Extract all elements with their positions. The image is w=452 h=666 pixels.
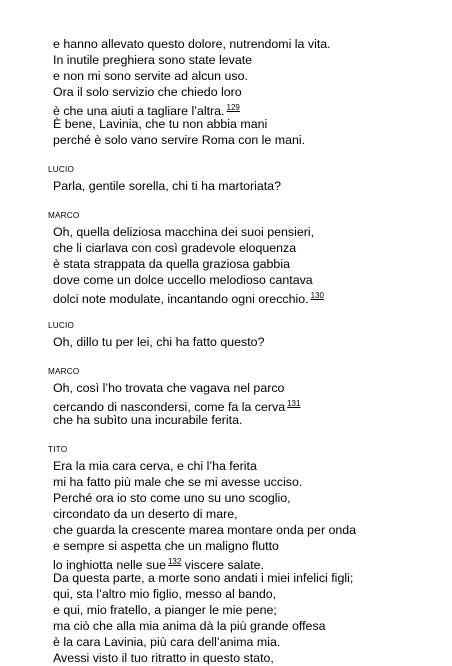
verse-line [53,52,252,68]
verse-text: Perché ora io sto come uno su uno scoglio, [53,491,291,505]
verse-text: che guarda la crescente marea montare onda per onda [53,523,357,537]
verse-line [53,538,279,554]
verse-text: mi ha fatto più male che se mi avesse ucciso. [53,475,303,489]
speaker-name: LUCIO [48,165,75,174]
verse-line [53,380,284,396]
verse-line [53,490,291,506]
verse-text: Oh, dillo tu per lei, chi ha fatto questo? [53,335,265,349]
verse-text-continued: viscere salate. [181,558,264,572]
verse-line [53,506,238,522]
verse-text: Oh, quella deliziosa macchina dei suoi pensieri, [53,225,315,239]
verse-text: che ha subìto una incurabile ferita. [53,413,243,427]
verse-line [53,522,356,538]
verse-line [53,224,314,240]
verse-text: cercando di nascondersi, come fa la cerva [53,400,286,414]
footnote-ref-link[interactable]: 132 [167,557,182,566]
verse-line [53,412,242,428]
verse-line [53,570,353,586]
verse-line [53,178,281,194]
verse-text: è la cara Lavinia, più cara dell’anima mia. [53,635,281,649]
verse-text: Ora il solo servizio che chiedo loro [53,85,242,99]
verse-line [53,474,302,490]
verse-text: e qui, mio fratello, a pianger le mie pene; [53,603,277,617]
verse-text: e non mi sono servite ad alcun uso. [53,69,248,83]
footnote-ref-link[interactable]: 131 [287,399,301,408]
verse-text: In inutile preghiera sono state levate [53,53,253,67]
verse-text: Oh, così l’ho trovata che vagava nel parco [53,381,285,395]
verse-text: Era la mia cara cerva, e chi l’ha ferita [53,459,257,473]
verse-line [53,650,274,666]
verse-line [53,68,248,84]
verse-line [53,84,242,100]
verse-text: qui, sta l’altro mio figlio, messo al bando, [53,587,277,601]
verse-text: perché è solo vano servire Roma con le mani. [53,133,306,147]
verse-text: è stata strappata da quella graziosa gabbia [53,257,290,271]
speaker-name: MARCO [48,367,80,376]
verse-line [53,586,276,602]
verse-text: e hanno allevato questo dolore, nutrendomi la vita. [53,37,331,51]
verse-text: lo inghiotta nelle sue [53,558,166,572]
verse-line [53,272,313,288]
verse-line [53,116,267,132]
verse-line [53,288,324,307]
footnote-ref-link[interactable]: 130 [310,291,324,300]
verse-line [53,36,331,52]
verse-line [53,618,326,634]
verse-line [53,132,305,148]
verse-line [53,602,277,618]
footnote-ref-link[interactable]: 129 [226,103,240,112]
speaker-name: MARCO [48,211,80,220]
speaker-name: LUCIO [48,321,75,330]
verse-text: è che una aiuti a tagliare l’altra. [53,104,225,118]
verse-text: Da questa parte, a morte sono andati i miei infelici figli; [53,571,354,585]
verse-line [53,334,264,350]
verse-text: È bene, Lavinia, che tu non abbia mani [53,117,268,131]
verse-line [53,240,296,256]
speaker-name: TITO [48,445,68,454]
verse-text: Parla, gentile sorella, chi ti ha martoriata? [53,179,281,193]
verse-text: dolci note modulate, incantando ogni orecchio. [53,292,309,306]
verse-text: che li ciarlava con così gradevole eloquenza [53,241,297,255]
verse-line [53,634,280,650]
verse-line [53,458,257,474]
verse-text: ma ciò che alla mia anima dà la più grande offesa [53,619,326,633]
verse-line [53,256,290,272]
verse-text: e sempre si aspetta che un maligno flutto [53,539,279,553]
verse-text: circondato da un deserto di mare, [53,507,238,521]
verse-text: dove come un dolce uccello melodioso cantava [53,273,313,287]
verse-text: Avessi visto il tuo ritratto in questo stato, [53,651,274,665]
